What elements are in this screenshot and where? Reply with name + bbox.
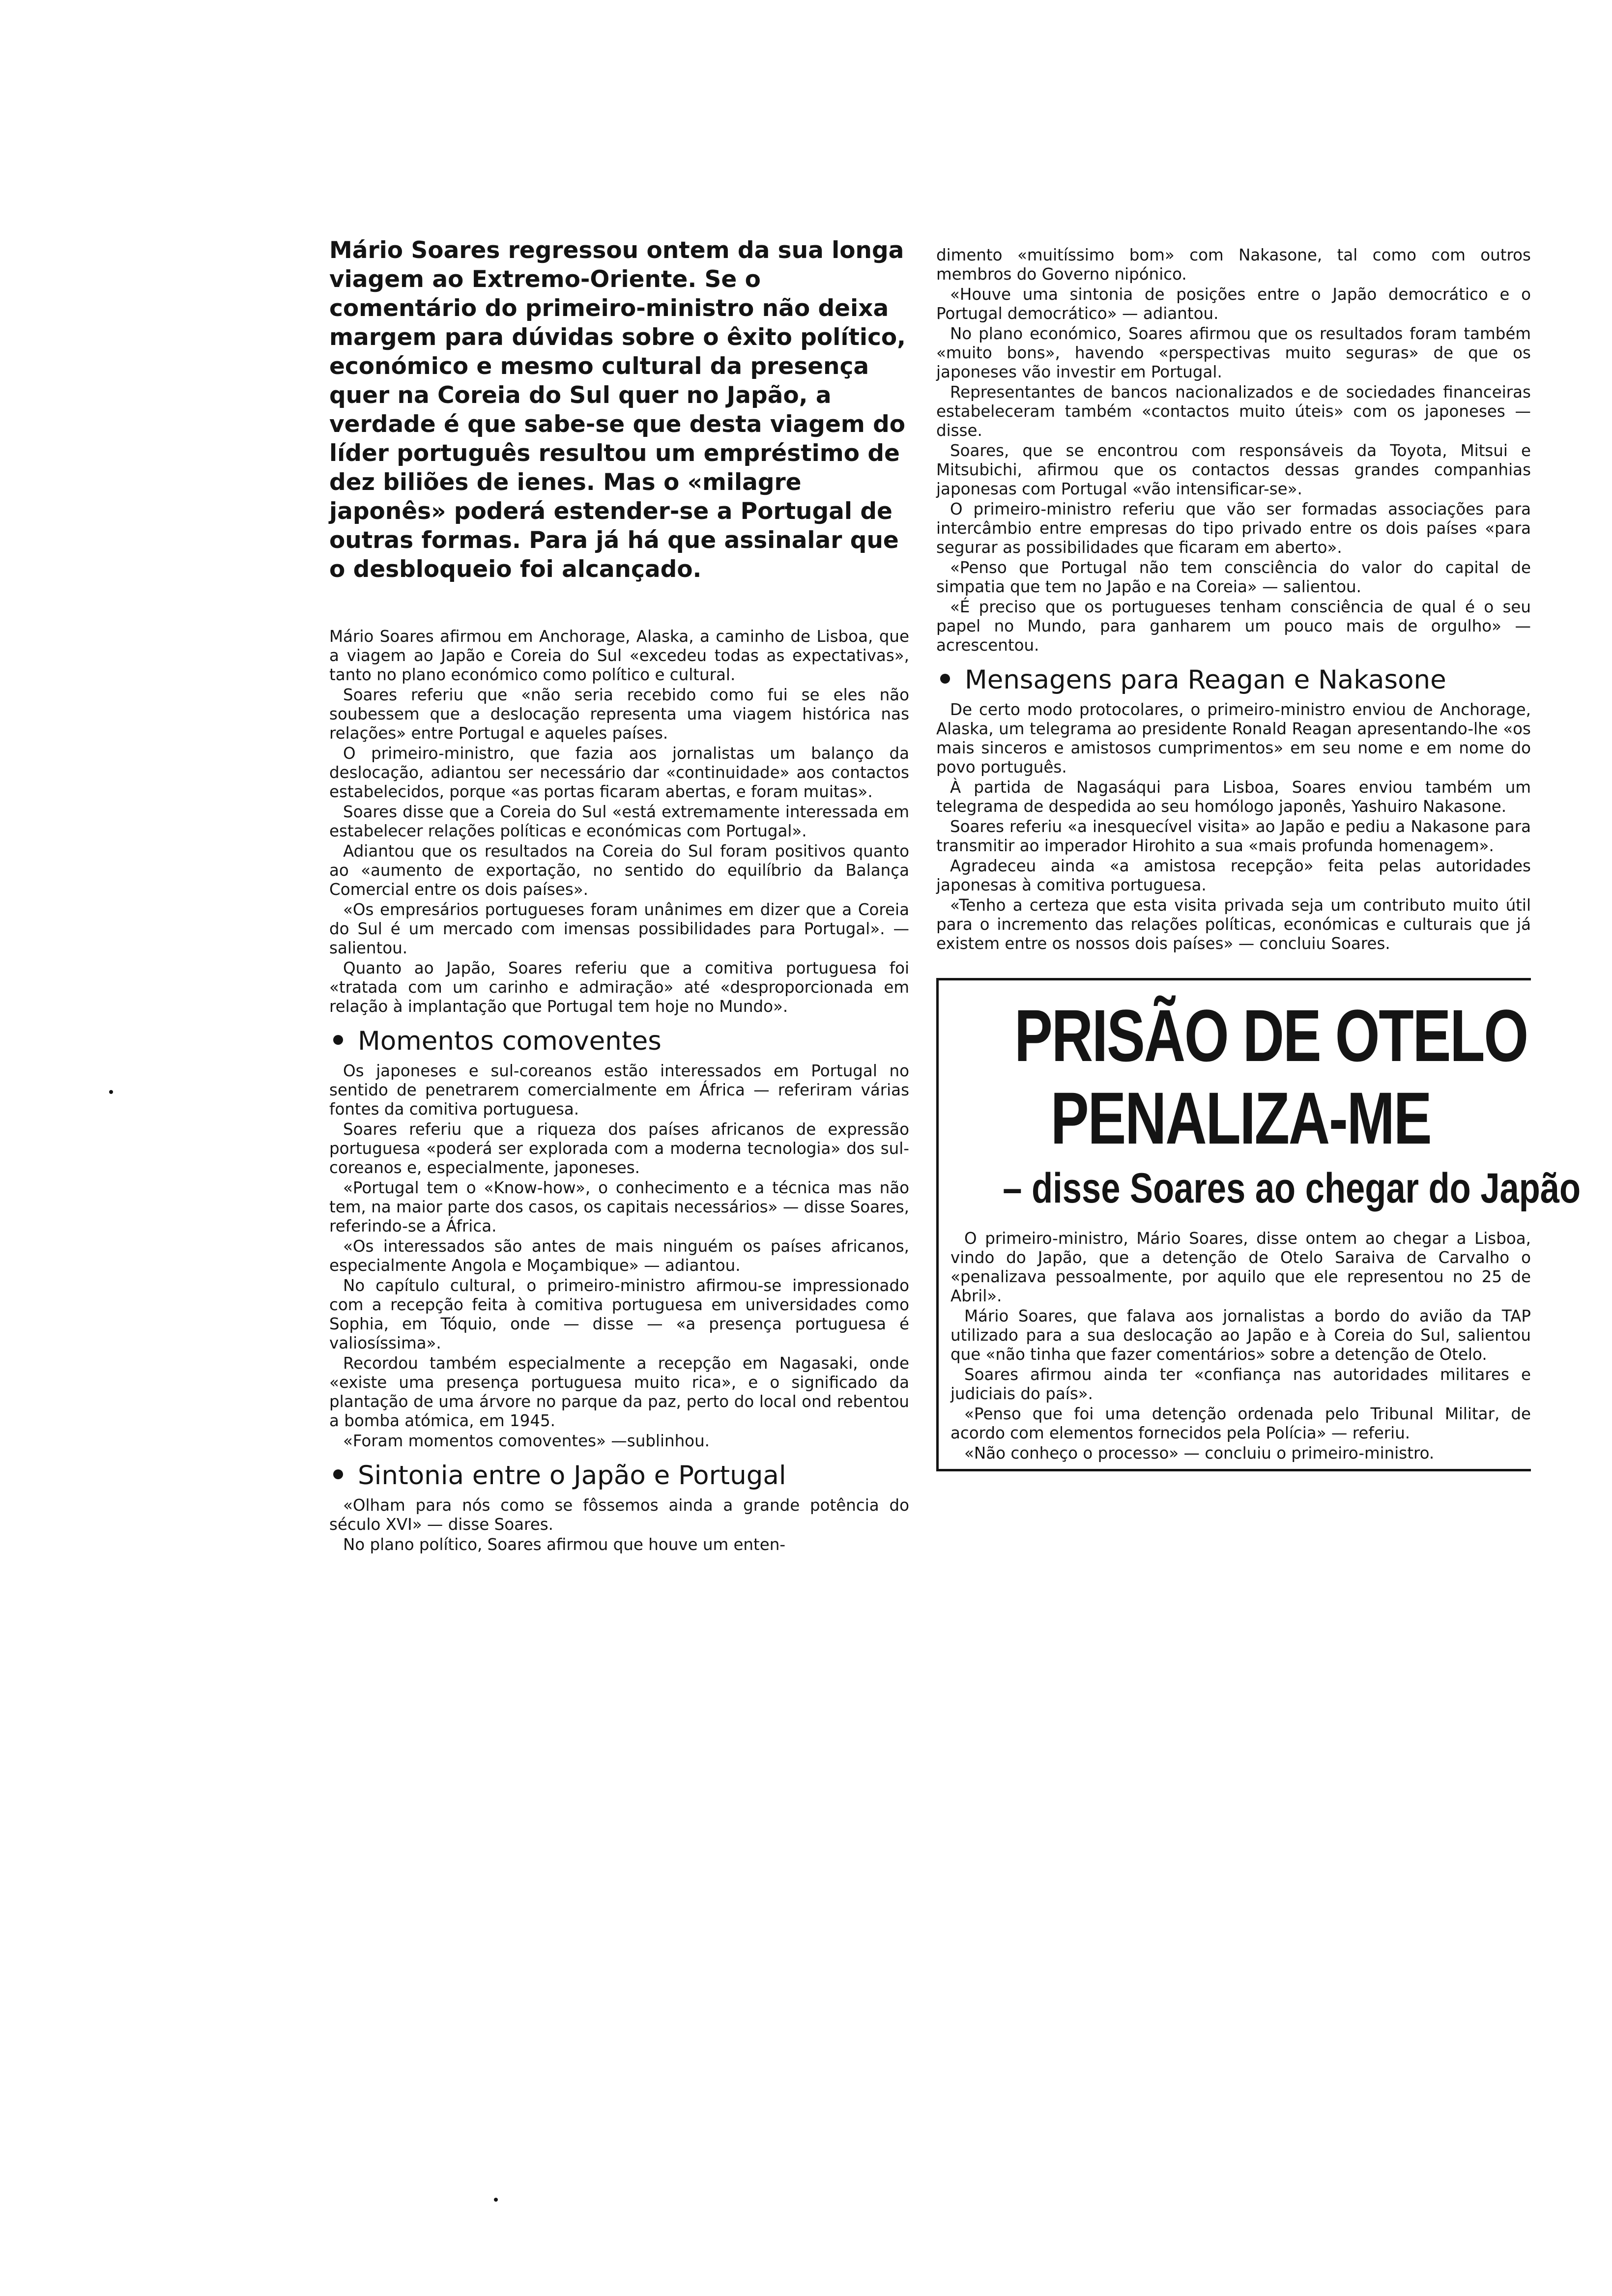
article-paragraph: «Houve uma sintonia de posições entre o Japão democrático e o Portugal democrático» — adiantou. — [936, 285, 1531, 323]
article-paragraph: «Tenho a certeza que esta visita privada seja um contributo muito útil para o incremento das relações políticas, económicas e culturais que já existem entre os nossos dois países» — concluiu Soares. — [936, 896, 1531, 953]
scan-speck — [494, 2198, 498, 2202]
article-paragraph: Mário Soares, que falava aos jornalistas a bordo do avião da TAP utilizado para a sua deslocação ao Japão e à Coreia do Sul, salientou que «não tinha que fazer comentários» sobre a detenção de Otelo. — [950, 1307, 1531, 1364]
article-paragraph: «Os interessados são antes de mais ninguém os países africanos, especialmente Angola e Moçambique» — adiantou. — [329, 1237, 909, 1275]
bullet-icon — [333, 1469, 343, 1479]
boxed-article — [936, 978, 1581, 1471]
article-paragraph: O primeiro-ministro, Mário Soares, disse ontem ao chegar a Lisboa, vindo do Japão, que a detenção de Otelo Saraiva de Carvalho o «penalizava pessoalmente, por aquilo que ele representou no 25 de Abril». — [950, 1229, 1531, 1305]
article-paragraph: «Portugal tem o «Know-how», o conhecimento e a técnica mas não tem, na maior parte dos casos, os capitais necessários» — disse Soares, referindo-se a África. — [329, 1178, 909, 1235]
article-paragraph: Soares afirmou ainda ter «confiança nas autoridades militares e judiciais do país». — [950, 1365, 1531, 1403]
right-column — [936, 246, 1581, 1471]
article-paragraph: dimento «muitíssimo bom» com Nakasone, tal como com outros membros do Governo nipónico. — [936, 246, 1531, 284]
article-paragraph: Soares, que se encontrou com responsáveis da Toyota, Mitsui e Mitsubichi, afirmou que os contactos dessas grandes companhias japonesas com Portugal «vão intensificar-se». — [936, 441, 1531, 498]
subheading-momentos: Momentos comoventes — [329, 1026, 909, 1057]
article-paragraph: «Os empresários portugueses foram unânimes em dizer que a Coreia do Sul é um mercado com imensas possibilidades para Portugal». — salientou. — [329, 900, 909, 957]
bullet-icon — [940, 674, 950, 684]
article-paragraph: Adiantou que os resultados na Coreia do Sul foram positivos quanto ao «aumento de exportação, no sentido do equilíbrio da Balança Comercial entre os dois países». — [329, 842, 909, 899]
scan-speck — [109, 1090, 113, 1094]
headline-line-1: PRISÃO DE OTELO — [1014, 994, 1527, 1077]
article-paragraph: À partida de Nagasáqui para Lisboa, Soares enviou também um telegrama de despedida ao seu homólogo japonês, Yashuiro Nakasone. — [936, 778, 1531, 816]
article-paragraph: Soares referiu que a riqueza dos países africanos de expressão portuguesa «poderá ser explorada com a moderna tecnologia» dos sul-coreanos e, especialmente, japoneses. — [329, 1120, 909, 1177]
article-paragraph: «Penso que Portugal não tem consciência do valor do capital de simpatia que tem no Japão e na Coreia» — salientou. — [936, 558, 1531, 596]
article-paragraph: No plano político, Soares afirmou que houve um enten- — [343, 1535, 786, 1554]
article-paragraph: «É preciso que os portugueses tenham consciência de qual é o seu papel no Mundo, para ganharem um pouco mais de orgulho» — acrescentou. — [936, 598, 1531, 655]
right-body — [936, 246, 1531, 953]
lead-paragraph: Mário Soares regressou ontem da sua longa viagem ao Extremo-Oriente. Se o comentário do primeiro-ministro não deixa margem para dúvidas sobre o êxito político, económico e mesmo cultural da presença quer na Coreia do Sul quer no Japão, a verdade é que sabe-se que desta viagem do líder português resultou um empréstimo de dez biliões de ienes. Mas o «milagre japonês» poderá estender-se a Portugal de outras formas. Para já há que assinalar que o desbloqueio foi alcançado. — [329, 237, 906, 583]
article-paragraph: Representantes de bancos nacionalizados e de sociedades financeiras estabeleceram também «contactos muito úteis» com os japoneses — disse. — [936, 383, 1531, 440]
article-paragraph: Mário Soares afirmou em Anchorage, Alaska, a caminho de Lisboa, que a viagem ao Japão e Coreia do Sul «excedeu todas as expectativas», tanto no plano económico como político e cultural. — [329, 627, 909, 684]
article-paragraph: Soares referiu «a inesquecível visita» ao Japão e pediu a Nakasone para transmitir ao imperador Hirohito a sua «mais profunda homenagem». — [936, 817, 1531, 855]
article-paragraph: «Olham para nós como se fôssemos ainda a grande potência do século XVI» — disse Soares. — [329, 1496, 909, 1534]
article-paragraph: No plano económico, Soares afirmou que os resultados foram também «muito bons», havendo «perspectivas muito seguras» de que os japoneses vão investir em Portugal. — [936, 324, 1531, 381]
headline-line-2: PENALIZA-ME — [1050, 1077, 1431, 1159]
subheading-mensagens: Mensagens para Reagan e Nakasone — [936, 665, 1531, 695]
bullet-icon — [333, 1035, 343, 1045]
article-paragraph: Agradeceu ainda «a amistosa recepção» feita pelas autoridades japonesas à comitiva portuguesa. — [936, 857, 1531, 894]
article-paragraph: O primeiro-ministro referiu que vão ser formadas associações para intercâmbio entre empresas do tipo privado entre os dois países «para segurar as possibilidades que ficaram em aberto». — [936, 500, 1531, 557]
boxed-body — [950, 1229, 1531, 1463]
article-paragraph: No capítulo cultural, o primeiro-ministro afirmou-se impressionado com a recepção feita à comitiva portuguesa em universidades como Sophia, em Tóquio, onde — disse — «a presença portuguesa é valiosíssima». — [329, 1276, 909, 1352]
article-paragraph: O primeiro-ministro, que fazia aos jornalistas um balanço da deslocação, adiantou ser necessário dar «continuidade» aos contactos estabelecidos, porque «as portas ficaram abertas, e foram muitas». — [329, 744, 909, 801]
article-paragraph: «Foram momentos comoventes» —sublinhou. — [343, 1432, 710, 1450]
article-paragraph: Quanto ao Japão, Soares referiu que a comitiva portuguesa foi «tratada com um carinho e admiração» até «desproporcionada em relação à implantação que Portugal tem hoje no Mundo». — [329, 959, 909, 1016]
left-body — [329, 627, 909, 1554]
article-paragraph: «Penso que foi uma detenção ordenada pelo Tribunal Militar, de acordo com elementos fornecidos pela Polícia» — referiu. — [950, 1405, 1531, 1442]
subheading-sintonia: Sintonia entre o Japão e Portugal — [329, 1461, 909, 1491]
article-paragraph: Os japoneses e sul-coreanos estão interessados em Portugal no sentido de penetrarem comercialmente em África — referiram várias fontes da comitiva portuguesa. — [329, 1062, 909, 1119]
article-paragraph: Soares disse que a Coreia do Sul «está extremamente interessada em estabelecer relações políticas e económicas com Portugal». — [329, 803, 909, 840]
article-paragraph: Recordou também especialmente a recepção em Nagasaki, onde «existe uma presença portuguesa muito rica», e o significado da plantação de uma árvore no parque da paz, perto do local ond rebentou a bomba atómica, em 1945. — [329, 1354, 909, 1430]
article-paragraph: «Não conheço o processo» — concluiu o primeiro-ministro. — [964, 1444, 1435, 1463]
left-column — [329, 236, 909, 1555]
article-paragraph: De certo modo protocolares, o primeiro-ministro enviou de Anchorage, Alaska, um telegrama ao presidente Ronald Reagan apresentando-lhe «os mais sinceros e amistosos cumprimentos» em seu nome e em nome do povo português. — [936, 700, 1531, 776]
article-paragraph: Soares referiu que «não seria recebido como fui se eles não soubessem que a deslocação representa uma viagem histórica nas relações» entre Portugal e aqueles países. — [329, 686, 909, 743]
headline-subtitle: – disse Soares ao chegar do Japão — [1003, 1165, 1581, 1212]
